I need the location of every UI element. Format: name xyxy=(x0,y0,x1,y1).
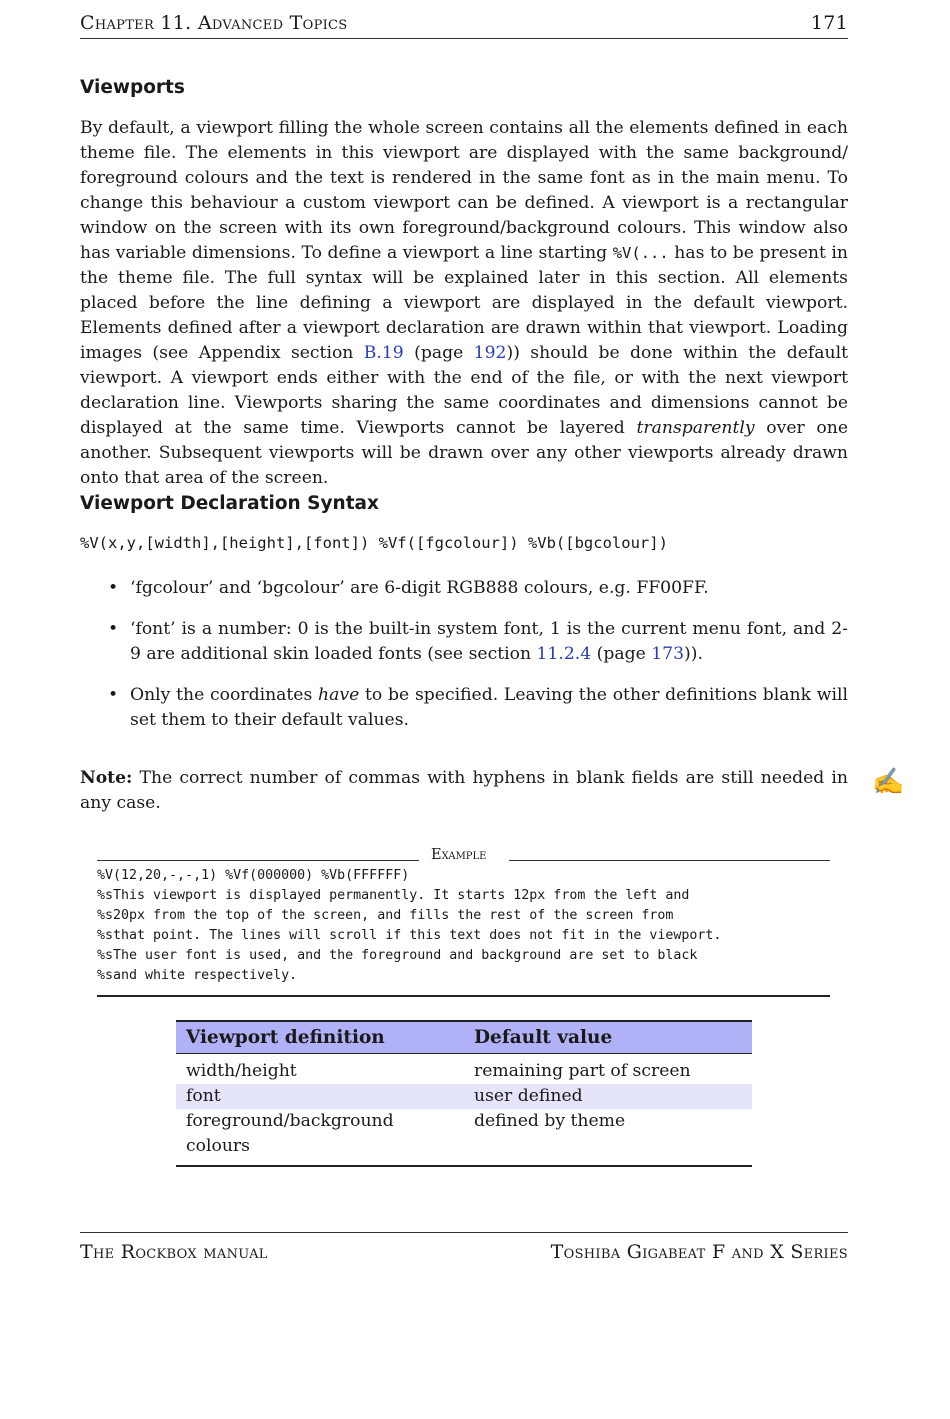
table-row xyxy=(176,1084,752,1109)
section-link[interactable]: 11.2.4 xyxy=(536,644,592,664)
manual-title: The Rockbox manual xyxy=(80,1241,268,1263)
bullet-icon: • xyxy=(108,619,119,639)
table-cell: remaining part of screen xyxy=(474,1061,691,1081)
table-header-row xyxy=(176,1021,752,1054)
appendix-link[interactable]: B.19 xyxy=(363,343,404,363)
chapter-title: Chapter 11. Advanced Topics xyxy=(80,12,348,34)
bullet-icon: • xyxy=(108,685,119,705)
viewport-defaults-table xyxy=(176,1020,752,1167)
page-link[interactable]: 192 xyxy=(473,343,507,363)
emphasis-text: transparently xyxy=(636,418,755,438)
writing-hand-icon: ✍ xyxy=(872,767,905,797)
example-code: %V(12,20,-,-,1) %Vf(000000) %Vb(FFFFFF) %sThis viewport is displayed permanently. It starts 12px from the left and %s20px from the top of the screen, and fills the rest of the screen from %sthat point. The lines will scroll if this text does not fit in the viewport. %sThe user font is used, and the foreground and background are set to black %sand white respectively. xyxy=(97,868,722,983)
bullet-icon: • xyxy=(108,578,119,598)
divider xyxy=(97,995,830,997)
page-number: 171 xyxy=(810,12,848,34)
table-cell: font xyxy=(176,1084,464,1109)
column-header: Default value xyxy=(464,1021,752,1054)
example-header xyxy=(97,847,830,867)
list-item: • ‘font’ is a number: 0 is the built-in system font, 1 is the current menu font, and 2-9 are additional skin loaded fonts (see section 11.2.4 (page 173)). xyxy=(108,619,848,664)
syntax-code: %V(x,y,[width],[height],[font]) %Vf([fgcolour]) %Vb([bgcolour]) xyxy=(80,534,668,552)
section-heading-syntax: Viewport Declaration Syntax xyxy=(80,493,379,514)
table-cell: foreground/background colours xyxy=(176,1109,464,1166)
divider xyxy=(509,860,830,861)
table-cell: defined by theme xyxy=(464,1109,752,1166)
table-row xyxy=(176,1109,752,1166)
page-header xyxy=(80,10,848,39)
table-cell: width/height xyxy=(186,1061,297,1081)
viewports-paragraph: By default, a viewport filling the whole screen contains all the elements defined in each theme file. The elements in this viewport are displayed with the same background/ foreground colours and the text is rendered in the same font as in the main menu. To change this behaviour a custom viewport can be defined. A viewport is a rectangular window on the screen with its own foreground/background colours. This window also has variable dimensions. To define a viewport a line starting %V(... has to be present in the theme file. The full syntax will be explained later in this section. All elements placed before the line defining a viewport are displayed in the default viewport. Elements defined after a viewport declaration are drawn within that viewport. Loading images (see Appendix section B.19 (page 192)) should be done within the default viewport. A viewport ends either with the end of the file, or with the next viewport declaration line. Viewports sharing the same coordinates and dimensions cannot be displayed at the same time. Viewports cannot be layered transparently over one another. Subsequent viewports will be drawn over any other viewports already drawn onto that area of the screen. xyxy=(80,118,848,488)
column-header: Viewport definition xyxy=(176,1021,464,1054)
list-item: • Only the coordinates have to be specified. Leaving the other definitions blank will set them to their default values. xyxy=(108,685,848,730)
table-row xyxy=(176,1054,752,1085)
list-item: • ‘fgcolour’ and ‘bgcolour’ are 6-digit RGB888 colours, e.g. FF00FF. xyxy=(80,576,848,601)
page-link[interactable]: 173 xyxy=(651,644,685,664)
example-label: Example xyxy=(427,847,490,863)
divider xyxy=(97,860,419,861)
table-cell: user defined xyxy=(464,1084,752,1109)
note-label: Note: xyxy=(80,768,133,788)
note-text: The correct number of commas with hyphens in blank fields are still needed in any case. xyxy=(80,768,848,813)
page-footer xyxy=(80,1232,848,1263)
inline-code: %V(... xyxy=(612,244,669,262)
syntax-bullet-list xyxy=(80,576,848,749)
device-series: Toshiba Gigabeat F and X Series xyxy=(550,1241,848,1263)
note-block xyxy=(80,766,848,816)
section-heading-viewports: Viewports xyxy=(80,77,185,98)
